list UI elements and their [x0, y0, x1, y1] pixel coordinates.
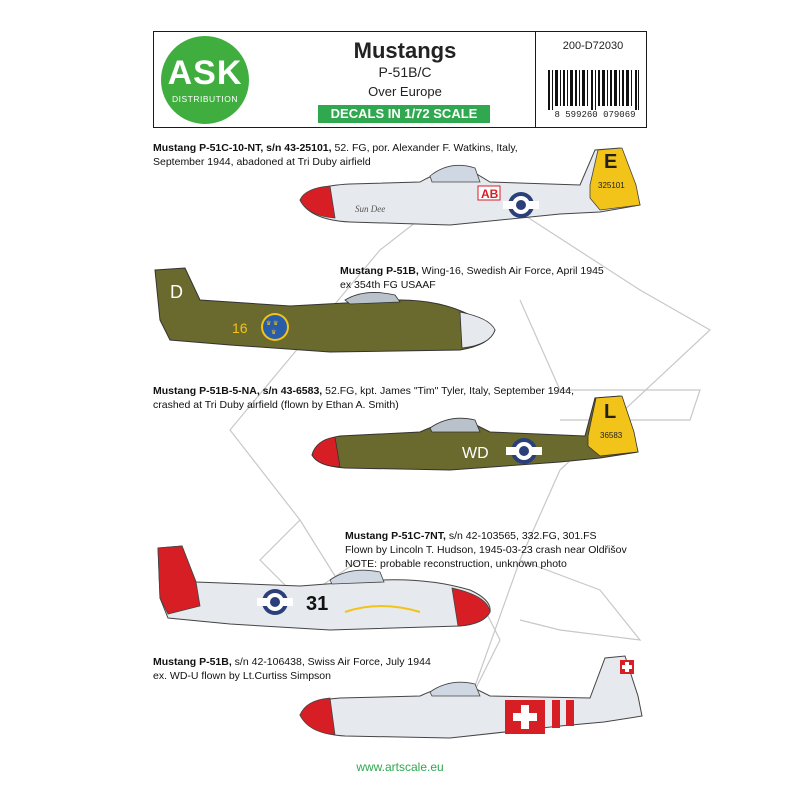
p3-fuselage-code: WD	[462, 445, 489, 462]
entry-2-line2: ex 354th FG USAAF	[340, 279, 436, 291]
entry-4-description	[345, 529, 627, 571]
header-divider	[535, 31, 536, 128]
entry-1-rest: 52. FG, por. Alexander F. Watkins, Italy,	[331, 142, 518, 154]
footer-url: www.artscale.eu	[356, 760, 444, 774]
svg-text:♛: ♛	[271, 330, 277, 336]
p1-nose-art: Sun Dee	[355, 204, 386, 214]
svg-text:♛ ♛: ♛ ♛	[266, 321, 279, 327]
entry-4-bold: Mustang P-51C-7NT,	[345, 530, 446, 542]
sheet-title: Mustangs	[353, 38, 457, 63]
entry-1-bold: Mustang P-51C-10-NT, s/n 43-25101,	[153, 142, 332, 154]
ask-logo	[161, 36, 249, 124]
entry-3-rest: 52.FG, kpt. James "Tim" Tyler, Italy, September 1944,	[322, 385, 574, 397]
p3-tail-letter: L	[604, 401, 617, 423]
p1-fuselage-code: AB	[481, 187, 499, 201]
entry-2-bold: Mustang P-51B,	[340, 265, 419, 277]
entry-5-bold: Mustang P-51B,	[153, 656, 232, 668]
entry-3-line2: crashed at Tri Duby airfield (flown by Ethan A. Smith)	[153, 399, 399, 411]
entry-5-line2: ex. WD-U flown by Lt.Curtiss Simpson	[153, 670, 331, 682]
scale-label: DECALS IN 1/72 SCALE	[318, 105, 490, 123]
logo-main: ASK	[167, 54, 243, 92]
entry-5-description	[153, 655, 431, 683]
entry-3-bold: Mustang P-51B-5-NA, s/n 43-6583,	[153, 385, 323, 397]
entry-2-rest: Wing-16, Swedish Air Force, April 1945	[418, 265, 604, 277]
p2-number: 16	[232, 320, 248, 336]
p3-tail-serial: 36583	[600, 431, 623, 440]
barcode-number: 8 599260 079069	[554, 110, 636, 120]
entry-1-description	[153, 141, 518, 169]
entry-3-description	[153, 384, 574, 412]
entry-4-rest: s/n 42-103565, 332.FG, 301.FS	[445, 530, 597, 542]
entry-2-description	[340, 264, 604, 292]
p1-tail-letter: E	[604, 151, 618, 173]
logo-sub: DISTRIBUTION	[172, 94, 238, 104]
p2-tail-letter: D	[170, 282, 183, 302]
barcode-icon	[548, 70, 640, 110]
sheet-subtitle: P-51B/C	[378, 64, 432, 80]
entry-4-line2: Flown by Lincoln T. Hudson, 1945-03-23 crash near Oldřišov	[345, 544, 627, 556]
entry-1-line2: September 1944, abadoned at Tri Duby airfield	[153, 156, 371, 168]
sheet-region: Over Europe	[368, 84, 442, 99]
entry-5-rest: s/n 42-106438, Swiss Air Force, July 1944	[231, 656, 431, 668]
p4-number: 31	[306, 593, 329, 615]
product-code: 200-D72030	[562, 40, 624, 52]
p1-tail-serial: 325101	[598, 181, 625, 190]
entry-4-line3: NOTE: probable reconstruction, unknown photo	[345, 558, 567, 570]
